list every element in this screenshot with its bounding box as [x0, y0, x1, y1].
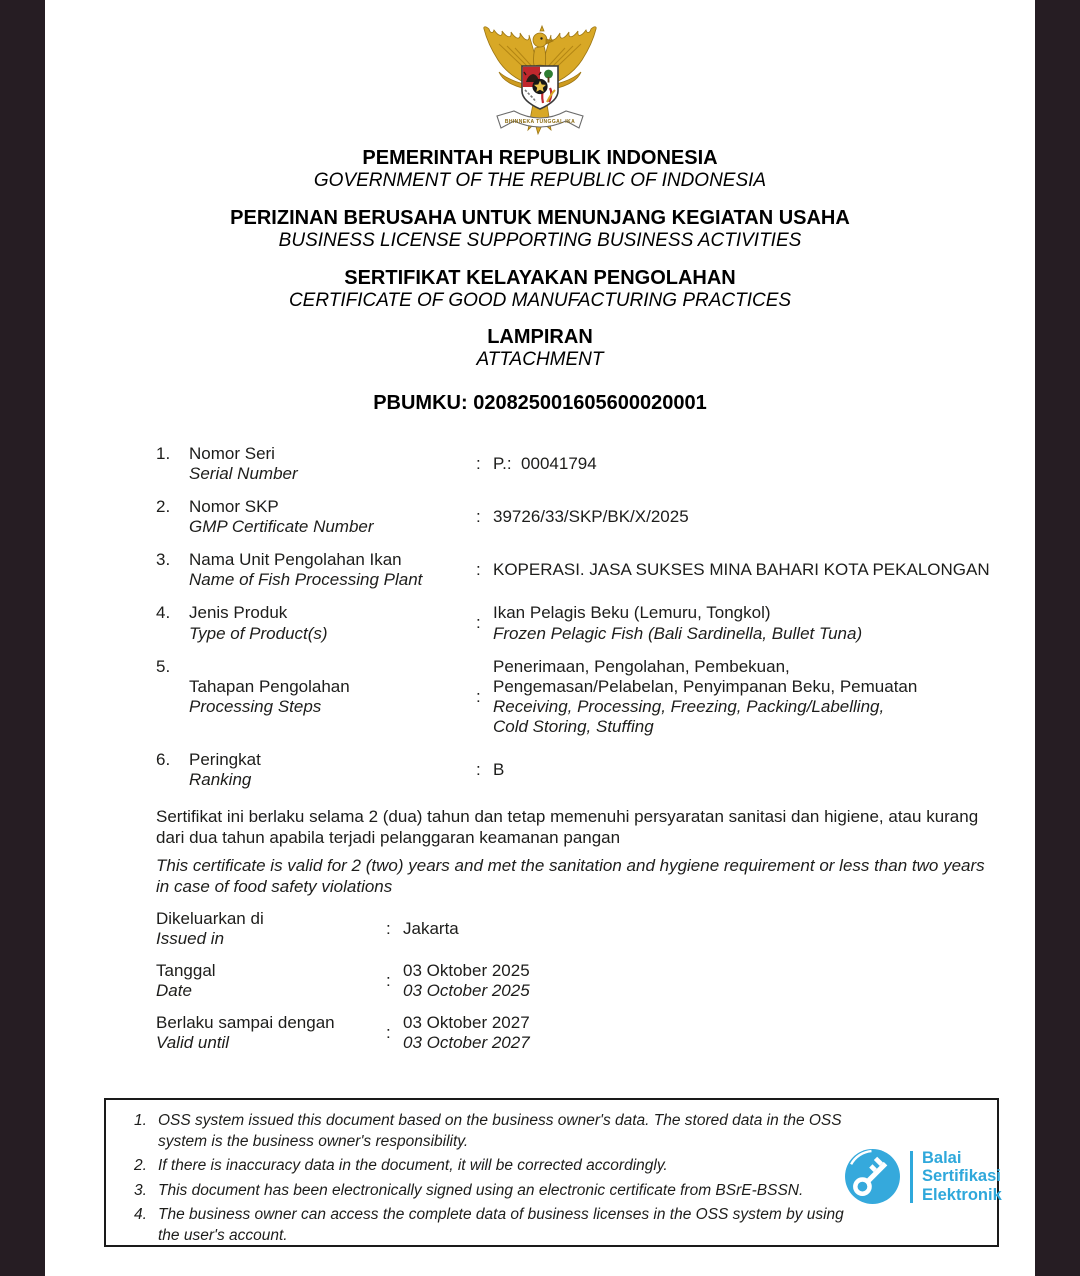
pbumku-number: PBUMKU: 020825001605600020001: [373, 392, 707, 415]
header-attachment: [45, 325, 1035, 372]
field-label-id: Tahapan Pengolahan: [189, 676, 350, 696]
page-border-right: [1035, 0, 1080, 1276]
field-label-id: Nomor SKP: [189, 497, 279, 517]
field-value: 39726/33/SKP/BK/X/2025: [493, 507, 689, 527]
field-row-product-type: [156, 603, 1031, 643]
issue-value-id: 03 Oktober 2027: [403, 1013, 530, 1033]
field-label-en: Serial Number: [189, 464, 298, 484]
header-certificate: [45, 266, 1035, 313]
field-value-en: Receiving, Processing, Freezing, Packing/Labelling,: [493, 696, 885, 716]
issue-label-en: Valid until: [156, 1033, 230, 1053]
issue-label-id: Dikeluarkan di: [156, 909, 264, 929]
certificate-document: [45, 0, 1035, 1276]
field-label-id: Nama Unit Pengolahan Ikan: [189, 550, 402, 570]
issue-label-id: Berlaku sampai dengan: [156, 1013, 335, 1033]
note-item: [134, 1181, 856, 1202]
issue-value-en: 03 October 2027: [403, 1033, 530, 1053]
note-item: [134, 1205, 856, 1246]
logo-divider: [910, 1151, 913, 1203]
colon-separator: :: [476, 686, 481, 706]
field-value-id: Penerimaan, Pengolahan, Pembekuan,: [493, 656, 790, 676]
colon-separator: :: [386, 1023, 391, 1043]
validity-text-en: This certificate is valid for 2 (two) years and met the sanitation and hygiene requirement or less than two years in case of food safety violations: [156, 856, 985, 897]
field-value-en: Cold Storing, Stuffing: [493, 716, 654, 736]
issue-label-en: Date: [156, 981, 192, 1001]
colon-separator: :: [386, 971, 391, 991]
notes-box: [104, 1098, 1002, 1247]
field-row-processing-steps: [156, 657, 1031, 737]
field-label-en: GMP Certificate Number: [189, 517, 374, 537]
field-label-en: Ranking: [189, 769, 252, 789]
header-license: [45, 206, 1035, 253]
note-item: [134, 1111, 856, 1152]
colon-separator: :: [476, 613, 481, 633]
bsre-logo: [844, 1148, 1002, 1205]
certificate-fields: [156, 444, 1035, 790]
field-value-en: Frozen Pelagic Fish (Bali Sardinella, Bullet Tuna): [493, 623, 863, 643]
issue-row-date: [156, 961, 1035, 1001]
colon-separator: :: [476, 560, 481, 580]
field-value: KOPERASI. JASA SUKSES MINA BAHARI KOTA PEKALONGAN: [493, 560, 990, 580]
field-number: 3.: [156, 550, 171, 570]
field-number: 2.: [156, 497, 171, 517]
note-text: If there is inaccuracy data in the document, it will be corrected accordingly.: [158, 1157, 668, 1175]
issue-row-issued-in: [156, 909, 1035, 949]
field-row-serial-number: [156, 444, 1031, 484]
emblem-motto: BHINNEKA TUNGGAL IKA: [504, 119, 576, 125]
attachment-title-en: ATTACHMENT: [476, 349, 604, 371]
certificate-title-id: SERTIFIKAT KELAYAKAN PENGOLAHAN: [344, 266, 736, 289]
note-number: 3.: [134, 1181, 147, 1199]
field-row-plant-name: [156, 550, 1031, 590]
field-value-id: Pengemasan/Pelabelan, Penyimpanan Beku, Pemuatan: [493, 676, 918, 696]
validity-statement: [156, 806, 1001, 897]
field-label-id: Peringkat: [189, 749, 261, 769]
logo-text: [922, 1149, 1002, 1205]
notes-list: [134, 1111, 856, 1247]
colon-separator: :: [386, 919, 391, 939]
field-value: P.: 00041794: [493, 454, 597, 474]
field-label-en: Type of Product(s): [189, 623, 328, 643]
electronic-key-icon: [844, 1148, 901, 1205]
note-number: 4.: [134, 1206, 147, 1224]
page-border-left: [0, 0, 45, 1276]
note-number: 2.: [134, 1157, 147, 1175]
issue-value-en: 03 October 2025: [403, 981, 530, 1001]
issue-label-id: Tanggal: [156, 961, 216, 981]
field-label-en: Name of Fish Processing Plant: [189, 570, 423, 590]
field-value: B: [493, 759, 505, 779]
field-value-id: Ikan Pelagis Beku (Lemuru, Tongkol): [493, 603, 771, 623]
issue-value: Jakarta: [403, 919, 459, 939]
logo-line-2: Sertifikasi: [922, 1167, 1001, 1186]
field-number: 5.: [156, 656, 171, 676]
garuda-pancasila-emblem: [477, 24, 603, 140]
colon-separator: :: [476, 759, 481, 779]
note-number: 1.: [134, 1112, 147, 1129]
issuance-block: [156, 909, 1035, 1053]
logo-line-3: Elektronik: [922, 1185, 1002, 1204]
note-text: The business owner can access the complete data of business licenses in the OSS system by using the user's account.: [158, 1206, 844, 1245]
header-government: [45, 146, 1035, 193]
field-label-en: Processing Steps: [189, 696, 322, 716]
attachment-title-id: LAMPIRAN: [487, 326, 593, 349]
field-number: 4.: [156, 603, 171, 623]
colon-separator: :: [476, 507, 481, 527]
gov-title-en: GOVERNMENT OF THE REPUBLIC OF INDONESIA: [313, 170, 767, 191]
field-row-ranking: [156, 750, 1031, 790]
colon-separator: :: [476, 454, 481, 474]
field-label-id: Jenis Produk: [189, 603, 288, 623]
gov-title-id: PEMERINTAH REPUBLIK INDONESIA: [362, 147, 718, 169]
issue-value-id: 03 Oktober 2025: [403, 961, 530, 981]
license-title-en: BUSINESS LICENSE SUPPORTING BUSINESS ACTIVITIES: [278, 229, 802, 251]
note-item: [134, 1156, 856, 1177]
note-text: This document has been electronically signed using an electronic certificate from BSrE-BSSN.: [158, 1181, 804, 1199]
field-number: 1.: [156, 444, 171, 464]
certificate-title-en: CERTIFICATE OF GOOD MANUFACTURING PRACTICES: [288, 289, 792, 311]
issue-label-en: Issued in: [156, 929, 225, 949]
issue-row-valid-until: [156, 1013, 1035, 1053]
logo-line-1: Balai: [922, 1148, 962, 1167]
note-text: OSS system issued this document based on the business owner's data. The stored data in the OSS system is the business owner's responsibility.: [158, 1112, 842, 1150]
field-number: 6.: [156, 749, 171, 769]
field-label-id: Nomor Seri: [189, 444, 275, 464]
license-title-id: PERIZINAN BERUSAHA UNTUK MENUNJANG KEGIATAN USAHA: [230, 206, 850, 229]
validity-text-id: Sertifikat ini berlaku selama 2 (dua) tahun dan tetap memenuhi persyaratan sanitasi dan higiene, atau kurang dari dua tahun apabila terjadi pelanggaran keamanan pangan: [156, 806, 979, 847]
field-row-skp-number: [156, 497, 1031, 537]
